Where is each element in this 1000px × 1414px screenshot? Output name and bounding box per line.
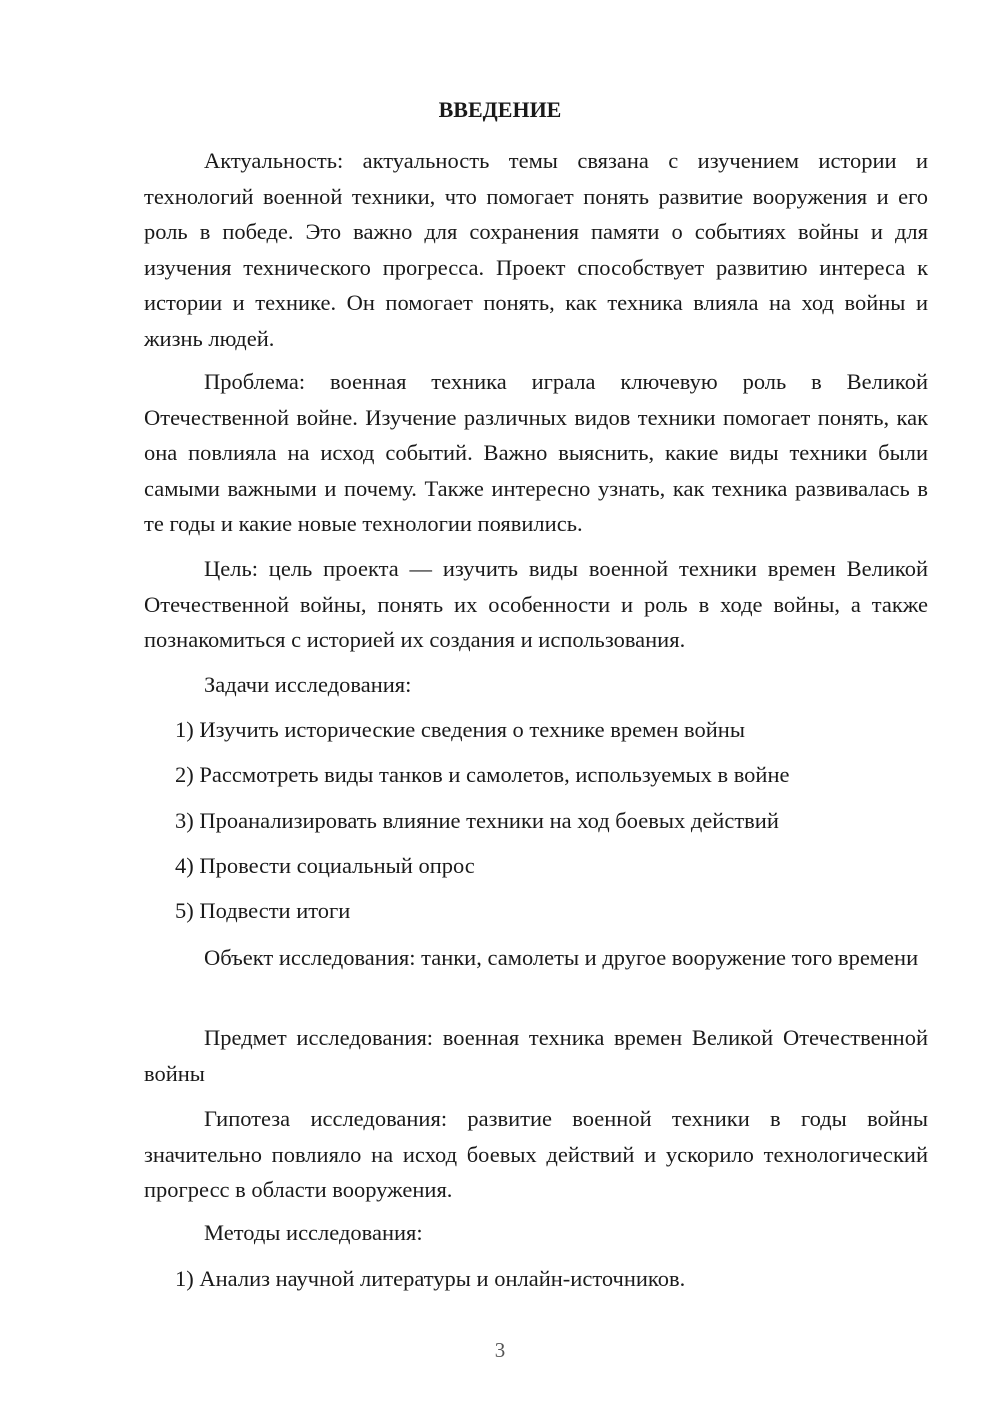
- task-item-5: 5) Подвести итоги: [175, 898, 351, 923]
- relevance-paragraph: Актуальность: актуальность темы связана с изучением истории и технологий военной техники, что помогает понять развитие вооружения и его роль в победе. Это важно для сохранения памяти о событиях войны и для изучения технического прогресса. Проект способствует развитию интереса к истории и технике. Он помогает понять, как техника влияла на ход войны и жизнь людей.: [144, 148, 928, 351]
- task-item-4: 4) Провести социальный опрос: [175, 853, 475, 878]
- object-paragraph: Объект исследования: танки, самолеты и другое вооружение того времени: [204, 945, 919, 970]
- section-title: ВВЕДЕНИЕ: [438, 97, 562, 122]
- problem-paragraph: Проблема: военная техника играла ключевую роль в Великой Отечественной войне. Изучение различных видов техники помогает понять, как она повлияла на исход событий. Важно выяснить, какие виды техники были самыми важными и почему. Также интересно узнать, как техника развивалась в те годы и какие новые технологии появились.: [144, 369, 928, 536]
- methods-heading: Методы исследования:: [204, 1220, 423, 1245]
- task-item-2: 2) Рассмотреть виды танков и самолетов, используемых в войне: [175, 762, 790, 787]
- hypothesis-paragraph: Гипотеза исследования: развитие военной техники в годы войны значительно повлияло на исход боевых действий и ускорило технологический прогресс в области вооружения.: [144, 1106, 928, 1202]
- goal-paragraph: Цель: цель проекта — изучить виды военной техники времен Великой Отечественной войны, понять их особенности и роль в ходе войны, а также познакомиться с историей их создания и использования.: [144, 556, 928, 652]
- tasks-heading: Задачи исследования:: [204, 672, 412, 697]
- subject-paragraph: Предмет исследования: военная техника времен Великой Отечественной войны: [144, 1025, 928, 1086]
- task-item-1: 1) Изучить исторические сведения о технике времен войны: [175, 717, 745, 742]
- page-number: 3: [494, 1338, 506, 1362]
- method-item-1: 1) Анализ научной литературы и онлайн-источников.: [175, 1266, 686, 1291]
- task-item-3: 3) Проанализировать влияние техники на ход боевых действий: [175, 808, 779, 833]
